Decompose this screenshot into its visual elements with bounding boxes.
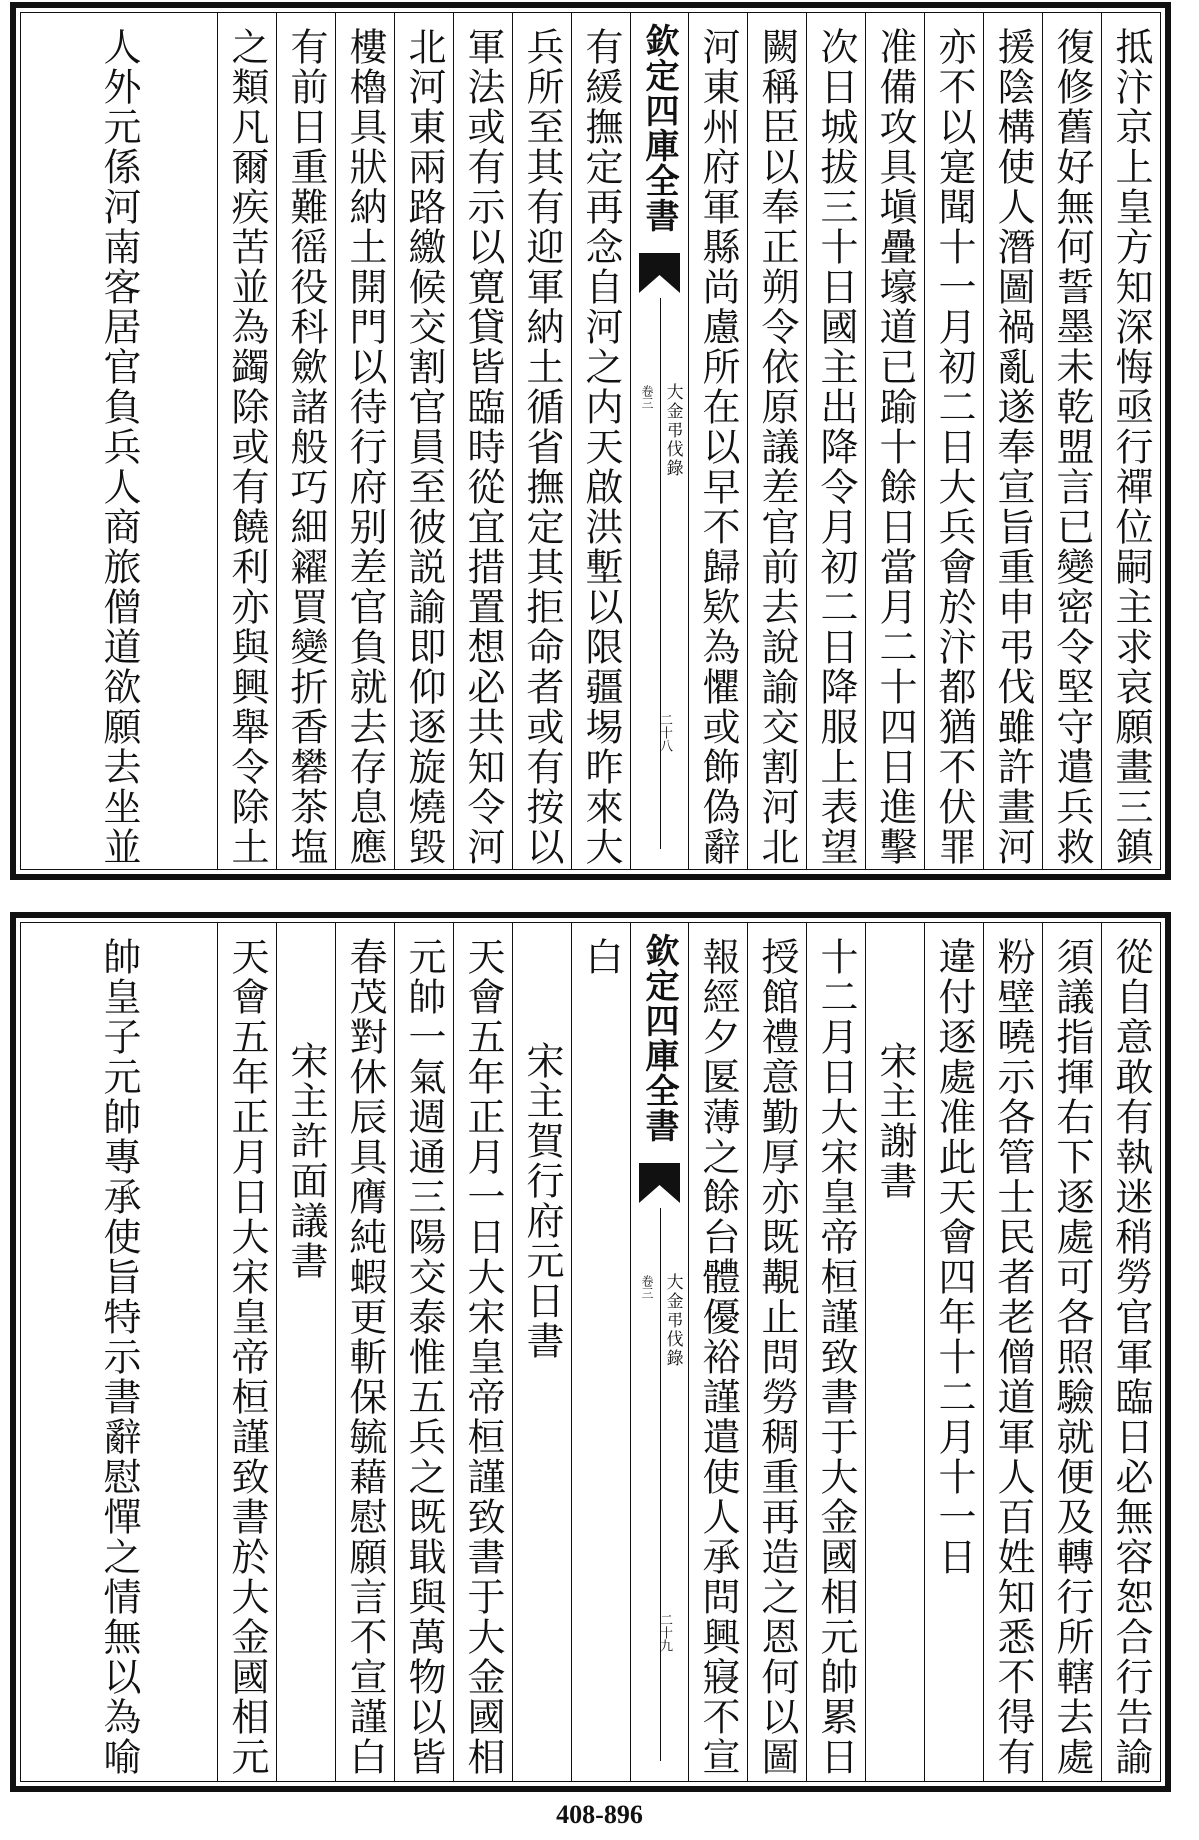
fishtail-mark xyxy=(639,253,680,293)
column-text: 抵汴京上皇方知深悔亟行禪位嗣主求哀願畫三鎮 xyxy=(1109,27,1153,867)
text-column xyxy=(983,13,1042,869)
text-column xyxy=(276,923,335,1781)
footer-page-label: 408-896 xyxy=(556,1800,643,1829)
column-text: 河東州府軍縣尚慮所在以早不歸欵為懼或飾偽辭 xyxy=(696,27,740,867)
text-column xyxy=(1101,923,1160,1781)
column-text: 白 xyxy=(579,937,623,977)
bottom-page-columns xyxy=(20,922,1161,1782)
column-text: 樓櫓具狀納土開門以待行府别差官負就去存息應 xyxy=(343,27,387,867)
column-text: 有緩撫定再念自河之内天啟洪塹以限疆埸昨來大 xyxy=(579,27,623,867)
center-gutter xyxy=(630,13,688,869)
column-text: 次日城拔三十日國主出降令月初二日降服上表望 xyxy=(814,27,858,867)
column-text: 准備攻具塡疊壕道已踰十餘日當月二十四日進擊 xyxy=(873,27,917,867)
top-page-columns xyxy=(20,12,1161,870)
column-text: 帥皇子元帥專承使旨特示書辭慰憚之情無以為喻 xyxy=(97,937,141,1777)
column-text: 軍法或有示以寛貸皆臨時從宜措置想必共知令河 xyxy=(461,27,505,867)
column-text: 有前日重難徭役科歛諸般巧細糴買變折香礬茶塩 xyxy=(284,27,328,867)
column-text: 授館禮意勤厚亦既覯止問勞稠重再造之恩何以圖 xyxy=(755,937,799,1777)
text-column xyxy=(217,923,276,1781)
column-text: 天會五年正月一日大宋皇帝桓謹致書于大金國相 xyxy=(461,937,505,1777)
gutter-rule xyxy=(660,298,661,849)
column-text: 兵所至其有迎軍納土循省撫定其拒命者或有按以 xyxy=(520,27,564,867)
column-text: 亦不以寔聞十一月初二日大兵會於汴都猶不伏罪 xyxy=(932,27,976,867)
column-text: 北河東兩路繳候交割官員至彼説諭即仰逐旋燒毀 xyxy=(402,27,446,867)
center-gutter xyxy=(630,923,688,1781)
text-column xyxy=(688,923,747,1781)
top-page-frame xyxy=(10,2,1171,880)
column-text: 人外元係河南客居官負兵人商旅僧道欲願去坐並 xyxy=(97,27,141,867)
fishtail-mark xyxy=(639,1163,680,1203)
column-text: 十二月日大宋皇帝桓謹致書于大金國相元帥累日 xyxy=(814,937,858,1777)
text-column xyxy=(512,923,571,1781)
text-column xyxy=(983,923,1042,1781)
gutter-title: 欽定四庫全書 xyxy=(639,933,679,1143)
gutter-title: 欽定四庫全書 xyxy=(639,23,679,233)
gutter-book-title: 大金弔伐錄 xyxy=(662,1273,683,1368)
text-column xyxy=(453,13,512,869)
text-column xyxy=(394,923,453,1781)
text-column xyxy=(1042,923,1101,1781)
gutter-page-number: 二十八 xyxy=(656,713,672,752)
text-column xyxy=(571,923,630,1781)
text-column xyxy=(1042,13,1101,869)
column-text: 之類凡爾疾苦並為蠲除或有饒利亦與興舉令除土 xyxy=(225,27,269,867)
text-column xyxy=(747,13,806,869)
column-text: 元帥一氣週通三陽交泰惟五兵之既戢與萬物以皆 xyxy=(402,937,446,1777)
text-column xyxy=(335,923,394,1781)
text-column xyxy=(747,923,806,1781)
column-text: 復修舊好無何誓墨未乾盟言已變密令堅守遣兵救 xyxy=(1050,27,1094,867)
text-column xyxy=(688,13,747,869)
text-column xyxy=(21,923,217,1781)
column-text: 須議指揮右下逐處可各照驗就便及轉行所轄去處 xyxy=(1050,937,1094,1777)
text-column xyxy=(453,923,512,1781)
text-column xyxy=(924,13,983,869)
section-heading: 宋主賀行府元日書 xyxy=(520,1041,564,1361)
text-column xyxy=(1101,13,1160,869)
section-heading: 宋主許面議書 xyxy=(284,1041,328,1281)
section-heading: 宋主謝書 xyxy=(873,1041,917,1201)
bottom-page-frame xyxy=(10,912,1171,1792)
text-column xyxy=(512,13,571,869)
text-column xyxy=(924,923,983,1781)
column-text: 天會五年正月日大宋皇帝桓謹致書於大金國相元 xyxy=(225,937,269,1777)
text-column xyxy=(394,13,453,869)
text-column xyxy=(335,13,394,869)
column-text: 援陰構使人潛圖禍亂遂奉宣旨重申弔伐雖許畫河 xyxy=(991,27,1035,867)
text-column xyxy=(276,13,335,869)
text-column xyxy=(571,13,630,869)
column-text: 粉壁曉示各管士民者老僧道軍人百姓知悉不得有 xyxy=(991,937,1035,1777)
text-column xyxy=(806,923,865,1781)
gutter-page-number: 二十九 xyxy=(656,1613,672,1652)
text-column xyxy=(21,13,217,869)
text-column xyxy=(865,13,924,869)
text-column xyxy=(806,13,865,869)
gutter-book-title: 大金弔伐錄 xyxy=(662,383,683,478)
column-text: 闕稱臣以奉正朔令依原議差官前去說諭交割河北 xyxy=(755,27,799,867)
column-text: 報經夕匽薄之餘台體優裕謹遣使人承問興寢不宣 xyxy=(696,937,740,1777)
column-text: 從自意敢有執迷稍勞官軍臨日必無容恕合行告諭 xyxy=(1109,937,1153,1777)
text-column xyxy=(217,13,276,869)
gutter-juan: 卷三 xyxy=(639,1275,654,1299)
gutter-juan: 卷三 xyxy=(639,385,654,409)
column-text: 違付逐處准此天會四年十二月十一日 xyxy=(932,937,976,1577)
column-text: 春茂對休辰具膺純蝦更斬保毓藉慰願言不宣謹白 xyxy=(343,937,387,1777)
text-column xyxy=(865,923,924,1781)
